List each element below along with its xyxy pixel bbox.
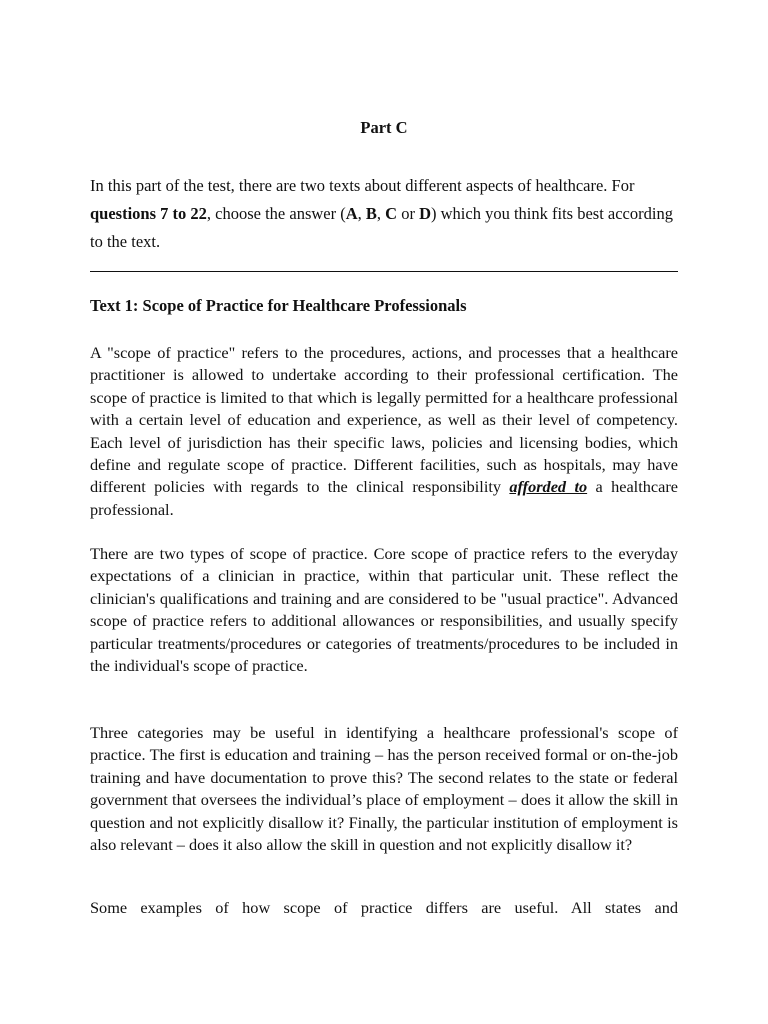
questions-range: questions 7 to 22 bbox=[90, 204, 207, 223]
intro-text: , bbox=[357, 204, 366, 223]
paragraph-1 bbox=[90, 342, 678, 521]
intro-text: , bbox=[376, 204, 386, 223]
intro-text: ) which you think fits best according to the text. bbox=[90, 204, 673, 251]
intro-text: , choose the answer ( bbox=[206, 204, 346, 223]
text-1-title: Text 1: Scope of Practice for Healthcare Professionals bbox=[90, 296, 467, 315]
intro-text: or bbox=[397, 204, 420, 223]
intro-text: In this part of the test, there are two texts about different aspects of healthcare. For bbox=[90, 176, 635, 195]
option-a: A bbox=[345, 204, 358, 223]
option-d: D bbox=[419, 204, 432, 223]
part-title: Part C bbox=[360, 118, 408, 137]
paragraph-text: A "scope of practice" refers to the procedures, actions, and processes that a healthcare practitioner is allowed to undertake according to their professional certification. The scope of practice is limited to that which is legally permitted for a healthcare professional with a certain level of education and experience, as well as their level of competency. Each level of jurisdiction has their specific laws, policies and licensing bodies, which define and regulate scope of practice. Different facilities, such as hospitals, may have different policies with regards to the clinical responsibility bbox=[90, 343, 678, 497]
paragraph-4: Some examples of how scope of practice differs are useful. All states and bbox=[90, 898, 678, 917]
option-b: B bbox=[365, 204, 377, 223]
paragraph-3: Three categories may be useful in identifying a healthcare professional's scope of practice. The first is education and training – has the person received formal or on-the-job training and have documentation to prove this? The second relates to the state or federal government that oversees the individual’s place of employment – does it allow the skill in question and not explicitly disallow it? Finally, the particular institution of employment is also relevant – does it also allow the skill in question and not explicitly disallow it? bbox=[90, 723, 678, 855]
intro-instructions bbox=[90, 172, 678, 256]
highlighted-phrase: afforded to bbox=[509, 477, 588, 497]
option-c: C bbox=[385, 204, 398, 223]
paragraph-2: There are two types of scope of practice. Core scope of practice refers to the everyday expectations of a clinician in practice, within that particular unit. These reflect the clinician's qualifications and training and are considered to be "usual practice". Advanced scope of practice refers to additional allowances or responsibilities, and usually specify particular treatments/procedures or categories of treatments/procedures to be included in the individual's scope of practice. bbox=[90, 544, 678, 676]
section-divider bbox=[90, 271, 678, 272]
paragraph-text: a healthcare professional. bbox=[90, 477, 678, 519]
